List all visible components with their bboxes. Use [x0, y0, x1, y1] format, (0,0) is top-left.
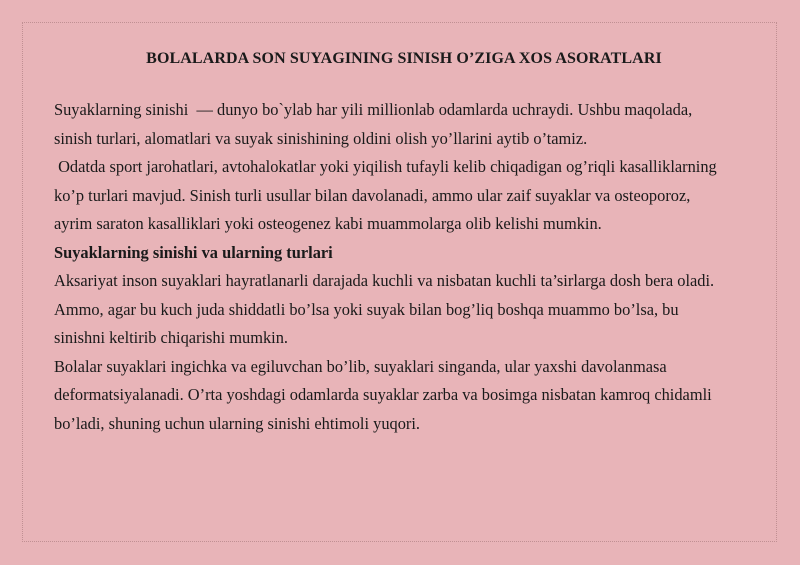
text-line: bo’ladi, shuning uchun ularning sinishi ehtimoli yuqori. — [54, 413, 421, 433]
text-line: Odatda sport jarohatlari, avtohalokatlar yoki yiqilish tufayli kelib chiqadigan og’riqli kasalliklarning — [54, 157, 717, 176]
text-line: Bolalar suyaklari ingichka va egiluvchan bo’lib, suyaklari singanda, ular yaxshi davolanmasa — [54, 356, 667, 376]
section-heading: Suyaklarning sinishi va ularning turlari — [54, 242, 333, 262]
paragraph-causes — [54, 153, 754, 239]
text-line: ayrim saraton kasalliklari yoki osteogenez kabi muammolarga olib kelishi mumkin. — [54, 214, 602, 233]
paragraph-intro — [54, 96, 754, 153]
text-line: ko’p turlari mavjud. Sinish turli usullar bilan davolanadi, ammo ular zaif suyaklar va osteoporoz, — [54, 185, 691, 205]
text-line: sinish turlari, alomatlari va suyak sinishining oldini olish yo’llarini aytib o’tamiz. — [54, 128, 588, 148]
text-line: Aksariyat inson suyaklari hayratlanarli darajada kuchli va nisbatan kuchli ta’sirlarga dosh bera oladi. — [54, 271, 715, 290]
paragraph-strength — [54, 267, 754, 353]
paragraph-children — [54, 353, 754, 439]
document-title: BOLALARDA SON SUYAGINING SINISH O’ZIGA XOS ASORATLARI — [146, 50, 662, 67]
text-line: Ammo, agar bu kuch juda shiddatli bo’lsa yoki suyak bilan bog’liq boshqa muammo bo’lsa, bu — [54, 299, 679, 319]
text-line: Suyaklarning sinishi — dunyo bo`ylab har yili millionlab odamlarda uchraydi. Ushbu maqolada, — [54, 100, 693, 119]
document-page — [54, 50, 754, 438]
text-line: deformatsiyalanadi. O’rta yoshdagi odamlarda suyaklar zarba va bosimga nisbatan kamroq chidamli — [54, 385, 712, 404]
text-line: sinishni keltirib chiqarishi mumkin. — [54, 328, 289, 347]
